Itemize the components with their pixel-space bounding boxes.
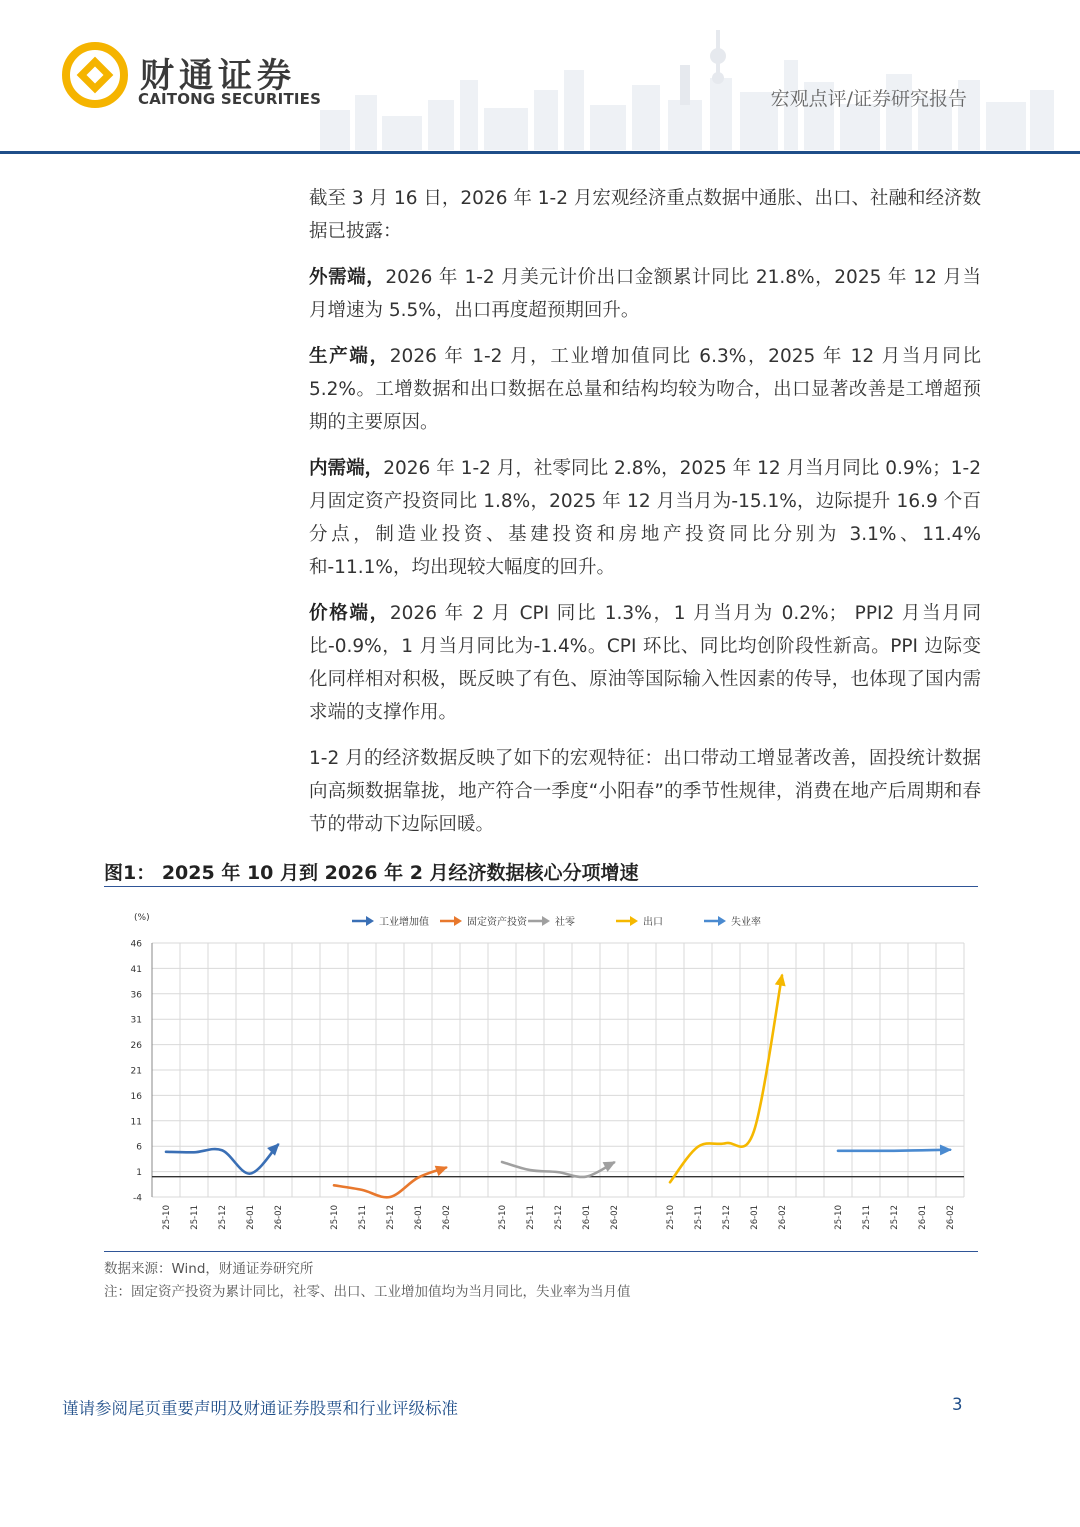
figure-title-divider — [104, 886, 978, 887]
y-tick-label: 11 — [130, 1117, 142, 1128]
paragraph — [309, 182, 981, 248]
legend-label: 工业增加值 — [379, 917, 429, 928]
y-tick-label: 41 — [130, 964, 142, 975]
x-tick-label: 25-12 — [890, 1205, 900, 1230]
series-arrow-icon — [435, 1166, 448, 1176]
report-type-label: 宏观点评/证券研究报告 — [770, 88, 967, 110]
paragraph-text: 2026 年 1-2 月美元计价出口金额累计同比 21.8%，2025 年 12 月当月增速为 5.5%，出口再度超预期回升。 — [309, 267, 981, 321]
economic-data-chart — [104, 896, 978, 1246]
y-tick-label: 16 — [130, 1091, 142, 1102]
paragraph — [309, 742, 981, 841]
figure-title: 图1： 2025 年 10 月到 2026 年 2 月经济数据核心分项增速 — [104, 862, 639, 884]
x-tick-label: 26-01 — [414, 1205, 424, 1230]
x-tick-label: 26-02 — [442, 1205, 452, 1230]
y-tick-label: -4 — [133, 1193, 142, 1204]
x-tick-label: 25-10 — [666, 1205, 676, 1230]
x-tick-label: 25-11 — [190, 1205, 200, 1230]
x-tick-label: 25-10 — [498, 1205, 508, 1230]
header-divider — [0, 151, 1080, 154]
legend-arrow-icon — [718, 916, 726, 926]
paragraph-text: 2026 年 1-2 月，工业增加值同比 6.3%，2025 年 12 月当月同比 5.2%。工增数据和出口数据在总量和结构均较为吻合，出口显著改善是工增超预期的主要原因。 — [309, 346, 981, 433]
report-body — [309, 182, 981, 854]
x-tick-label: 25-11 — [526, 1205, 536, 1230]
paragraph-text: 2026 年 2 月 CPI 同比 1.3%，1 月当月为 0.2%； PPI2 月当月同比-0.9%，1 月当月同比为-1.4%。CPI 环比、同比均创阶段性新高。PPI 边际变化同样相对积极，既反映了有色、原油等国际输入性因素的传导，也体现了国内需求端的支撑作用。 — [309, 603, 981, 723]
paragraph-text: 2026 年 1-2 月，社零同比 2.8%，2025 年 12 月当月同比 0.9%；1-2 月固定资产投资同比 1.8%，2025 年 12 月当月为-15.1%，边际提升 16.9 个百分点，制造业投资、基建投资和房地产投资同比分别为 3.1%、11.4%和-11.1%，均出现较大幅度的回升。 — [309, 458, 981, 578]
legend-label: 失业率 — [731, 917, 761, 928]
y-tick-label: 46 — [130, 939, 142, 950]
x-tick-label: 25-11 — [694, 1205, 704, 1230]
page-number: 3 — [952, 1395, 963, 1414]
y-tick-label: 6 — [136, 1142, 142, 1153]
x-tick-label: 26-01 — [918, 1205, 928, 1230]
logo-chinese-name: 财通证券 — [140, 56, 296, 96]
series-line — [670, 976, 782, 1183]
y-tick-label: 31 — [130, 1015, 142, 1026]
paragraph-text: 截至 3 月 16 日，2026 年 1-2 月宏观经济重点数据中通胀、出口、社融和经济数据已披露： — [309, 188, 981, 242]
legend-label: 固定资产投资 — [467, 917, 527, 928]
figure-bottom-divider — [104, 1251, 978, 1252]
x-tick-label: 25-12 — [386, 1205, 396, 1230]
series-line — [838, 1150, 950, 1151]
y-tick-label: 1 — [136, 1168, 142, 1179]
x-tick-label: 26-01 — [582, 1205, 592, 1230]
y-tick-label: 26 — [130, 1041, 142, 1052]
x-tick-label: 25-10 — [330, 1205, 340, 1230]
series-arrow-icon — [267, 1143, 279, 1155]
x-tick-label: 26-02 — [778, 1205, 788, 1230]
footer-disclaimer: 谨请参阅尾页重要声明及财通证券股票和行业评级标准 — [62, 1399, 458, 1418]
series-arrow-icon — [775, 974, 786, 987]
y-tick-label: 21 — [130, 1066, 142, 1077]
x-tick-label: 26-01 — [750, 1205, 760, 1230]
x-tick-label: 26-02 — [946, 1205, 956, 1230]
x-tick-label: 26-02 — [610, 1205, 620, 1230]
paragraph — [309, 340, 981, 439]
x-tick-label: 26-01 — [246, 1205, 256, 1230]
legend-arrow-icon — [366, 916, 374, 926]
legend-arrow-icon — [542, 916, 550, 926]
paragraph — [309, 261, 981, 327]
x-tick-label: 25-11 — [358, 1205, 368, 1230]
series-line — [166, 1145, 278, 1174]
legend-label: 出口 — [643, 917, 663, 928]
logo-english-name: CAITONG SECURITIES — [138, 90, 322, 108]
x-tick-label: 25-10 — [162, 1205, 172, 1230]
data-source: 数据来源：Wind，财通证券研究所 — [104, 1261, 314, 1277]
paragraph-lead: 内需端， — [309, 458, 384, 479]
legend-arrow-icon — [630, 916, 638, 926]
paragraph-lead: 价格端， — [309, 603, 390, 624]
x-tick-label: 26-02 — [274, 1205, 284, 1230]
figure-note: 注：固定资产投资为累计同比，社零、出口、工业增加值均为当月同比，失业率为当月值 — [104, 1284, 631, 1300]
paragraph-lead: 外需端， — [309, 267, 386, 288]
y-tick-label: 36 — [130, 990, 142, 1001]
caitong-logo-icon — [62, 42, 128, 108]
legend-arrow-icon — [454, 916, 462, 926]
paragraph — [309, 452, 981, 584]
paragraph-lead: 生产端， — [309, 346, 390, 367]
x-tick-label: 25-12 — [554, 1205, 564, 1230]
legend-label: 社零 — [555, 917, 575, 928]
page-header — [0, 0, 1080, 156]
x-tick-label: 25-12 — [722, 1205, 732, 1230]
paragraph-text: 1-2 月的经济数据反映了如下的宏观特征：出口带动工增显著改善，固投统计数据向高频数据靠拢，地产符合一季度“小阳春”的季节性规律，消费在地产后周期和春节的带动下边际回暖。 — [309, 748, 981, 835]
unit-label: (%) — [134, 913, 150, 923]
x-tick-label: 25-11 — [862, 1205, 872, 1230]
x-tick-label: 25-10 — [834, 1205, 844, 1230]
series-line — [502, 1162, 614, 1177]
x-tick-label: 25-12 — [218, 1205, 228, 1230]
paragraph — [309, 597, 981, 729]
